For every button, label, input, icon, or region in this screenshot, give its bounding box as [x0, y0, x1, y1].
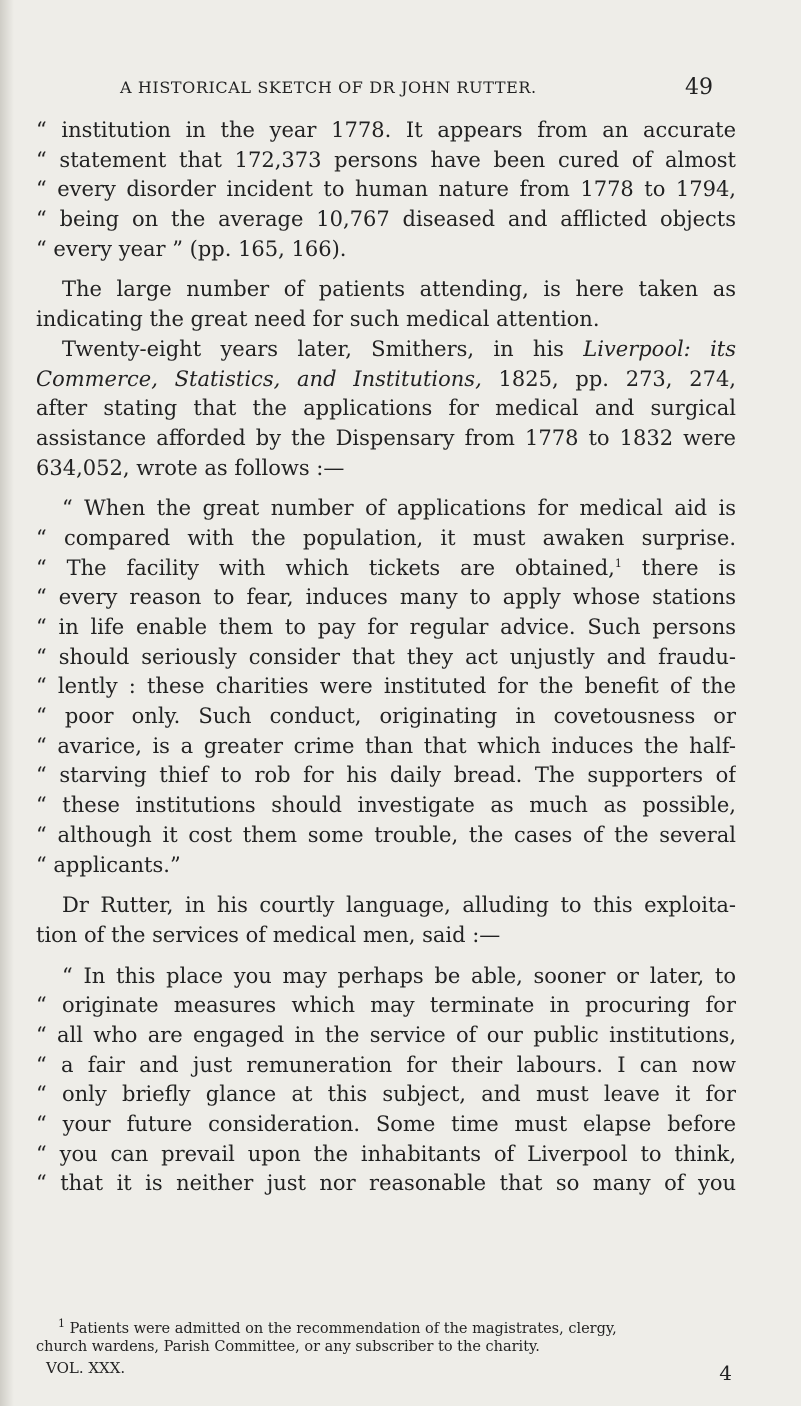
running-head: A HISTORICAL SKETCH OF DR JOHN RUTTER.: [120, 78, 537, 97]
quote-line: “ your future consideration. Some time must elapse before: [36, 1112, 736, 1136]
quote-line: [36, 554, 736, 584]
text-line: [36, 335, 736, 365]
volume-label: VOL. XXX.: [46, 1359, 126, 1377]
text-line: The large number of patients attending, is here taken as: [62, 277, 736, 302]
text-line: 634,052, wrote as follows :—: [36, 455, 345, 480]
footnote-line: [36, 1317, 736, 1338]
text-line: tion of the services of medical men, said :—: [36, 922, 501, 947]
quote-line: “ should seriously consider that they act unjustly and fraudu-: [36, 644, 736, 669]
text-span: 1825, pp. 273, 274,: [481, 366, 736, 391]
text-line: “ every disorder incident to human nature from 1778 to 1794,: [36, 177, 736, 202]
footnote-marker: 1: [58, 1317, 65, 1331]
quote-line: “ When the great number of applications for medical aid is: [62, 496, 736, 521]
footnote: [36, 1317, 736, 1356]
quote-line: “ you can prevail upon the inhabitants of Liverpool to think,: [36, 1141, 736, 1166]
quote-line: “ lently : these charities were instituted for the benefit of the: [36, 674, 736, 699]
quote-line: “ in life enable them to pay for regular advice. Such persons: [36, 615, 736, 639]
quote-line: “ every reason to fear, induces many to apply whose stations: [36, 585, 736, 610]
text-line: indicating the great need for such medical attention.: [36, 307, 600, 332]
quote-line: “ only briefly glance at this subject, and must leave it for: [36, 1082, 736, 1107]
quote-line: “ starving thief to rob for his daily bread. The supporters of: [36, 763, 736, 788]
text-span: Twenty-eight years later, Smithers, in his: [62, 336, 584, 361]
binding-edge-shadow: [0, 0, 14, 1406]
signature-row: [46, 1359, 736, 1383]
quote-line: “ these institutions should investigate as much as possible,: [36, 793, 736, 818]
quote-line: “ poor only. Such conduct, originating in covetousness or: [36, 704, 736, 729]
page-number: 49: [685, 75, 713, 100]
quote-line: “ although it cost them some trouble, the cases of the several: [36, 822, 736, 847]
text-line: [36, 365, 736, 395]
text-line: “ being on the average 10,767 diseased and afflicted objects: [36, 207, 736, 232]
quote-line: “ originate measures which may terminate in procuring for: [36, 993, 736, 1018]
signature-mark: 4: [719, 1361, 732, 1385]
footnote-ref: 1: [614, 556, 622, 570]
text-line: “ every year ” (pp. 165, 166).: [36, 236, 347, 261]
footnote-line: church wardens, Parish Committee, or any subscriber to the charity.: [36, 1339, 540, 1355]
text-span: Patients were admitted on the recommendation of the magistrates, clergy,: [65, 1321, 617, 1337]
text-span: “ The facility with which tickets are obtained,: [36, 555, 615, 580]
quote-line: “ all who are engaged in the service of our public institutions,: [36, 1022, 736, 1047]
quote-line: “ compared with the population, it must awaken surprise.: [36, 525, 736, 550]
book-title-italic: Commerce, Statistics, and Institutions,: [36, 366, 482, 391]
quote-line: “ In this place you may perhaps be able, sooner or later, to: [62, 963, 736, 988]
text-line: after stating that the applications for medical and surgical: [36, 396, 736, 421]
text-line: Dr Rutter, in his courtly language, alluding to this exploita-: [62, 893, 736, 918]
body-text: [36, 116, 736, 1199]
book-title-italic: Liverpool: its: [583, 336, 736, 361]
text-line: “ institution in the year 1778. It appears from an accurate: [36, 118, 736, 142]
quote-line: “ that it is neither just nor reasonable that so many of you: [36, 1171, 736, 1196]
page-header: [0, 75, 801, 112]
text-line: “ statement that 172,373 persons have been cured of almost: [36, 147, 736, 172]
quote-line: “ a fair and just remuneration for their labours. I can now: [36, 1052, 736, 1077]
quote-line: “ avarice, is a greater crime than that which induces the half-: [36, 733, 736, 758]
quote-line: “ applicants.”: [36, 852, 181, 877]
text-line: assistance afforded by the Dispensary from 1778 to 1832 were: [36, 425, 736, 450]
text-span: there is: [621, 555, 736, 580]
